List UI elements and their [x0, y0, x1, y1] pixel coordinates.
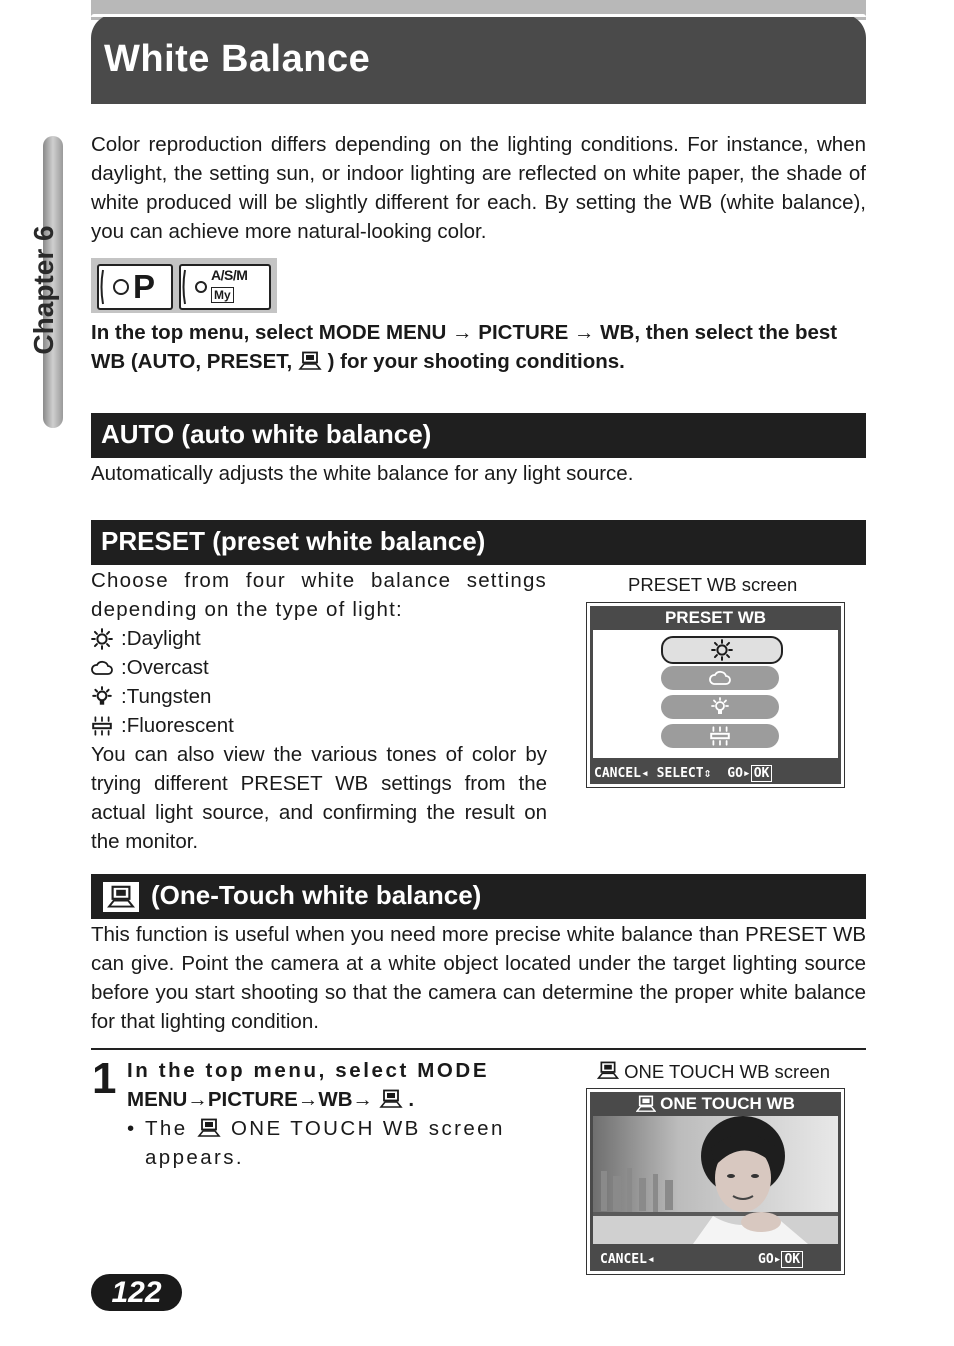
option-label: :Overcast: [121, 656, 209, 679]
bullet-post: ONE TOUCH WB screen appears.: [145, 1117, 505, 1169]
instruction-paragraph: [91, 318, 866, 376]
bullet-text: [145, 1114, 547, 1172]
preset-section-header: [91, 520, 866, 565]
option-overcast: [91, 653, 547, 682]
preset-heading: PRESET (preset white balance): [101, 526, 486, 556]
lcd-title-text: ONE TOUCH WB: [660, 1094, 795, 1113]
lcd-title: PRESET WB: [664, 608, 767, 627]
instruction-part1: In the top menu, select MODE MENU: [91, 321, 447, 344]
step-bullet: [127, 1114, 547, 1172]
instruction-part4: ) for your shooting conditions.: [327, 350, 625, 373]
step-picture: PICTURE: [207, 1088, 298, 1111]
option-daylight: [91, 624, 547, 653]
one-touch-icon: [197, 1118, 221, 1138]
arrow-icon: →: [187, 1088, 208, 1111]
fluorescent-icon: [91, 715, 113, 737]
lcd-frame: [590, 1092, 841, 1271]
step-line2: [127, 1085, 547, 1114]
step-wb: WB: [318, 1088, 353, 1111]
bulb-icon: [710, 697, 730, 717]
instruction-part3: WB, then select the best WB (AUTO, PRESET,: [91, 321, 838, 373]
lcd-footer: [600, 1252, 837, 1267]
step-period: .: [408, 1088, 415, 1111]
one-touch-heading: (One-Touch white balance): [151, 880, 482, 910]
ok-label: OK: [751, 765, 773, 782]
preset-intro: Choose from four white balance settings depending on the type of light:: [91, 569, 547, 621]
go-label: GO: [758, 1252, 774, 1267]
lcd-title: [590, 1094, 841, 1114]
option-label: :Fluorescent: [121, 714, 234, 737]
step-menu: MENU: [127, 1088, 188, 1111]
one-touch-icon: [636, 1095, 656, 1113]
one-touch-icon: [597, 1061, 619, 1080]
lcd-frame: [590, 606, 841, 784]
lcd-panel: [593, 630, 838, 758]
one-touch-description: This function is useful when you need more precise white balance than PRESET WB can give. Point the camera at a white object located under the target lighting source before you start shooting so that the camera can determine the proper white balance for that lighting condition.: [91, 923, 866, 1033]
auto-heading: AUTO (auto white balance): [101, 419, 432, 449]
preset-screen-caption: PRESET WB screen: [628, 574, 798, 595]
go-ok-group: [758, 1252, 803, 1267]
arrow-icon: →: [452, 321, 473, 344]
cancel-label: CANCEL: [600, 1252, 647, 1267]
left-arrow-icon: ◂: [640, 766, 649, 781]
right-arrow-icon: ▸: [742, 766, 751, 781]
portrait-photo: [593, 1116, 838, 1244]
bullet-pre: The: [145, 1117, 188, 1140]
left-arrow-icon: ◂: [646, 1252, 655, 1267]
preset-option-overcast[interactable]: [661, 666, 779, 690]
option-label: :Daylight: [121, 627, 201, 650]
ok-label: OK: [781, 1251, 803, 1268]
bullet-dot-icon: •: [127, 1117, 135, 1140]
one-touch-wb-screen: [586, 1088, 845, 1275]
auto-section-header: [91, 413, 866, 458]
page-title: White Balance: [104, 38, 371, 80]
mode-p-icon: [97, 264, 173, 310]
go-label: GO: [727, 766, 743, 781]
arrow-icon: →: [352, 1088, 373, 1111]
preset-wb-screen: [586, 602, 845, 788]
arrow-icon: →: [573, 321, 595, 344]
page-number: 122: [91, 1274, 182, 1311]
step-number: 1: [92, 1054, 117, 1103]
auto-description: Automatically adjusts the white balance for any light source.: [91, 462, 634, 485]
fluorescent-icon: [709, 725, 731, 747]
mode-p-label: P: [133, 268, 156, 305]
option-fluorescent: [91, 711, 547, 740]
one-touch-icon: [103, 882, 139, 912]
sun-icon: [91, 628, 113, 650]
caption-text: ONE TOUCH WB screen: [624, 1061, 831, 1082]
instruction-part2: PICTURE: [478, 321, 569, 344]
preset-option-tungsten[interactable]: [661, 695, 779, 719]
lcd-footer: [594, 766, 837, 781]
step-line1: In the top menu, select MODE: [127, 1059, 490, 1082]
divider: [91, 1048, 866, 1050]
chapter-label: [4, 140, 84, 355]
cloud-icon: [91, 657, 113, 679]
cloud-icon: [708, 668, 732, 688]
chapter-label-text: Chapter 6: [28, 225, 59, 355]
preset-text: [91, 566, 547, 856]
option-label: :Tungsten: [121, 685, 212, 708]
cancel-label: CANCEL: [594, 766, 641, 781]
option-tungsten: [91, 682, 547, 711]
one-touch-icon: [379, 1089, 403, 1109]
right-arrow-icon: ▸: [773, 1252, 782, 1267]
mode-asm-icon: [179, 264, 271, 310]
preset-option-daylight[interactable]: [661, 636, 783, 664]
mode-icons: [91, 258, 277, 313]
one-touch-screen-caption: [597, 1061, 830, 1083]
select-label: SELECT: [656, 766, 704, 781]
mode-my-label: My: [211, 287, 234, 303]
step-text: [127, 1056, 547, 1172]
updown-arrow-icon: ⇕: [703, 766, 712, 781]
one-touch-section-header: [91, 874, 866, 919]
sun-icon: [711, 639, 733, 661]
arrow-icon: →: [297, 1088, 319, 1111]
mode-asm-label: A/S/M: [211, 267, 248, 283]
preset-option-fluorescent[interactable]: [661, 724, 779, 748]
bulb-icon: [91, 686, 113, 708]
intro-paragraph: Color reproduction differs depending on the lighting conditions. For instance, when daylight, the setting sun, or indoor lighting are reflected on white paper, the shade of white produced will be slightly different for each. By setting the WB (white balance), you can achieve more natural-looking color.: [91, 133, 866, 243]
one-touch-icon: [298, 351, 322, 371]
preset-note: You can also view the various tones of color by trying different PRESET WB settings from the actual light source, and confirming the result on the monitor.: [91, 743, 547, 853]
